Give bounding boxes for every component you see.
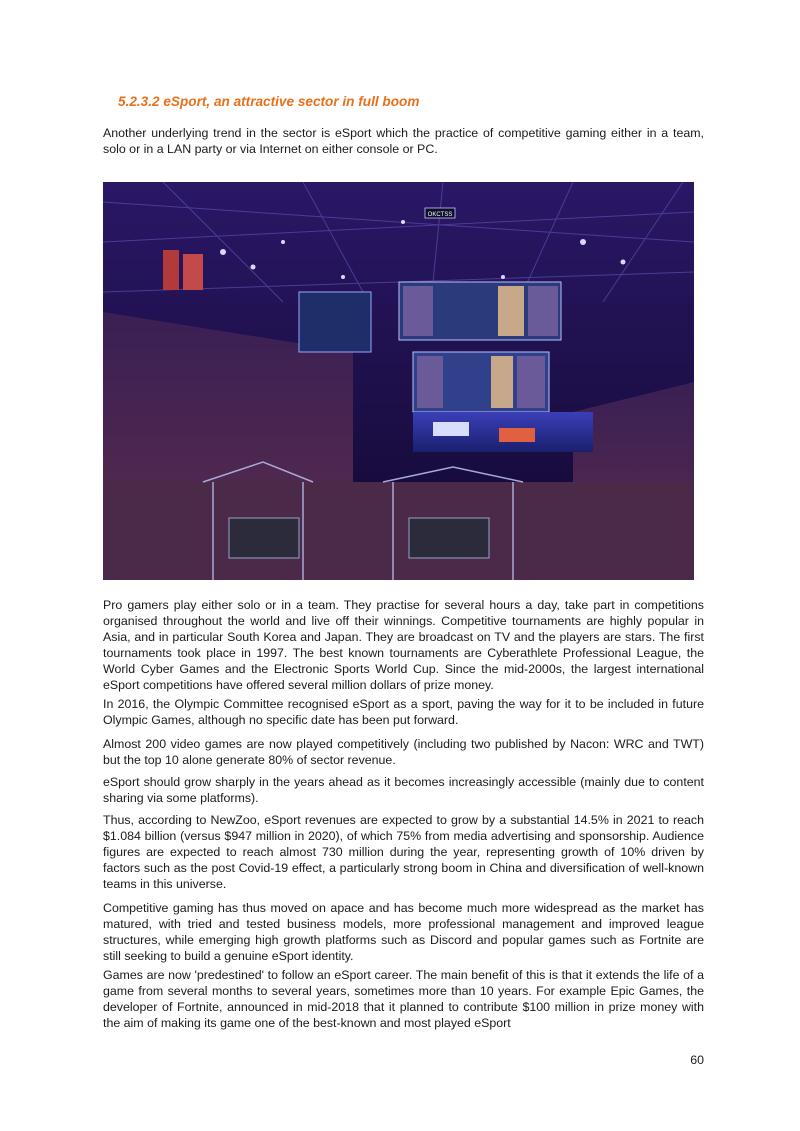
body-paragraph: Pro gamers play either solo or in a team. They practise for several hours a day, take part in competitions organised throughout the world and live off their winnings. Competitive tournaments are highly popular in Asia, and in particular South Korea and Japan. They are broadcast on TV and the players are stars. The first tournaments took place in 1997. The best known tournaments are Cyberathlete Professional League, the World Cyber Games and the Electronic Sports World Cup. Since the mid-2000s, the largest international eSport competitions have offered several million dollars of prize money. [103, 598, 704, 692]
body-paragraph: Games are now 'predestined' to follow an eSport career. The main benefit of this is that it extends the life of a game from several months to several years, sometimes more than 10 years. For example Epic Games, the developer of Fortnite, announced in mid-2018 that it planned to contribute $100 million in prize money with the aim of making its game one of the best-known and most played eSport [103, 968, 704, 1030]
esport-arena-photo [103, 182, 694, 580]
side-screen [299, 292, 371, 352]
body-paragraph: eSport should grow sharply in the years ahead as it becomes increasingly accessible (mainly due to content sharing via some platforms). [103, 775, 704, 805]
crowd-front [103, 482, 694, 580]
intro-paragraph: Another underlying trend in the sector is eSport which the practice of competitive gaming either in a team, solo or in a LAN party or via Internet on either console or PC. [103, 126, 704, 156]
stage-desk-right [499, 428, 535, 442]
body-paragraph: In 2016, the Olympic Committee recognised eSport as a sport, paving the way for it to be included in future Olympic Games, although no specific date has been put forward. [103, 697, 704, 727]
stage-desk-left [433, 422, 469, 436]
body-paragraph: Thus, according to NewZoo, eSport revenues are expected to grow by a substantial 14.5% in 2021 to reach $1.084 billion (versus $947 million in 2020), of which 75% from media advertising and sponsorship. Audience figures are expected to reach almost 730 million during the year, representing growth of 10% driven by factors such as the post Covid-19 effect, a particularly strong boom in China and diversification of well-known teams in this universe. [103, 813, 704, 891]
arena-illustration [103, 182, 694, 580]
body-paragraph: Competitive gaming has thus moved on apace and has become much more widespread as the market has matured, with tried and tested business models, more professional management and improved league structures, while emerging high growth platforms such as Discord and popular games such as Fortnite are still seeking to build a genuine eSport identity. [103, 901, 704, 963]
player-booth-left [229, 518, 299, 558]
flag-left [163, 250, 179, 290]
flag-right [183, 254, 203, 290]
venue-signage-text: OKCTSS [427, 212, 453, 218]
player-booth-right [409, 518, 489, 558]
section-heading: 5.2.3.2 eSport, an attractive sector in full boom [118, 94, 420, 109]
body-paragraph: Almost 200 video games are now played competitively (including two published by Nacon: WRC and TWT) but the top 10 alone generate 80% of sector revenue. [103, 737, 704, 767]
page-number: 60 [690, 1053, 704, 1067]
